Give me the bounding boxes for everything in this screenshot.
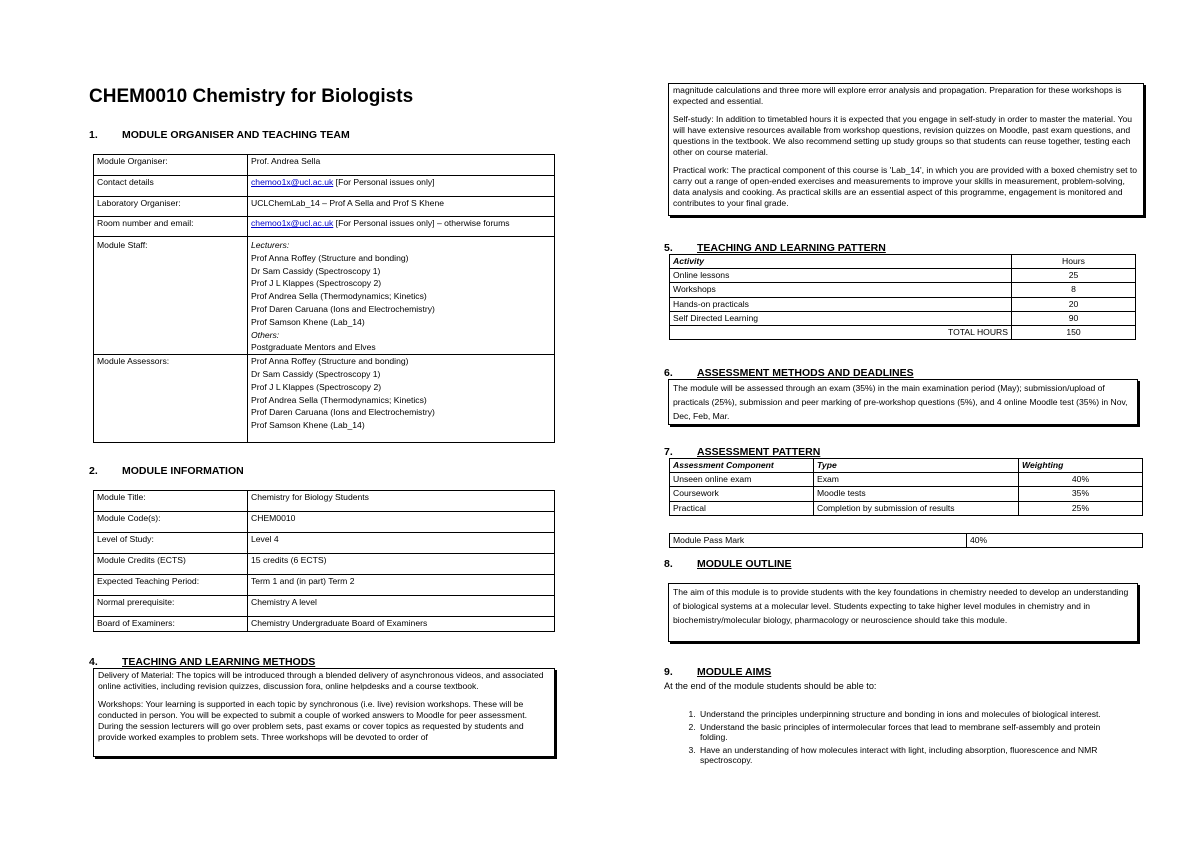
aims-intro: At the end of the module students should be able to: (664, 681, 877, 691)
list-item: 3. Have an understanding of how molecules interact with light, including absorption, fluorescence and NMR spectroscopy. (698, 745, 1114, 766)
row-value: 15 credits (6 ECTS) (248, 554, 555, 575)
type-cell: Completion by submission of results (814, 501, 1019, 515)
row-label: Module Code(s): (94, 512, 248, 533)
type-header: Type (814, 459, 1019, 473)
section-6-heading (664, 367, 914, 379)
total-label: TOTAL HOURS (670, 326, 1012, 340)
table-header (670, 255, 1136, 269)
activity-cell: Hands-on practicals (670, 297, 1012, 311)
hours-cell: 8 (1012, 283, 1136, 297)
table-row (670, 487, 1143, 501)
section-8-heading (664, 558, 792, 570)
table-row (670, 269, 1136, 283)
teaching-methods-box (93, 668, 555, 757)
section-title: TEACHING AND LEARNING METHODS (122, 656, 316, 668)
table-row (670, 473, 1143, 487)
list-item: Prof Anna Roffey (Structure and bonding) (251, 252, 409, 263)
assessment-pattern-table (669, 458, 1143, 516)
assessors-list (248, 355, 555, 443)
teaching-methods-continued-box (668, 83, 1144, 216)
table-row (94, 617, 555, 632)
module-info-table (93, 490, 555, 632)
list-item: Dr Sam Cassidy (Spectroscopy 1) (251, 265, 381, 276)
table-row (94, 155, 555, 176)
row-label: Module Title: (94, 491, 248, 512)
row-value: Level 4 (248, 533, 555, 554)
email-link[interactable]: chemoo1x@ucl.ac.uk (251, 218, 334, 228)
section-number: 4. (89, 656, 98, 668)
list-item: 1. Understand the principles underpinning structure and bonding in ions and molecules of biological interest. (698, 709, 1114, 720)
list-item: Dr Sam Cassidy (Spectroscopy 1) (251, 368, 381, 379)
list-item: Prof Andrea Sella (Thermodynamics; Kinetics) (251, 291, 427, 302)
hours-cell: 25 (1012, 269, 1136, 283)
section-title: ASSESSMENT METHODS AND DEADLINES (697, 367, 914, 379)
type-cell: Exam (814, 473, 1019, 487)
section-number: 8. (664, 558, 673, 570)
weight-cell: 40% (1019, 473, 1143, 487)
table-row (670, 534, 1143, 548)
section-title: ASSESSMENT PATTERN (697, 446, 821, 458)
list-item: Prof Daren Caruana (Ions and Electrochemistry) (251, 407, 435, 418)
section-title: MODULE ORGANISER AND TEACHING TEAM (122, 129, 350, 141)
row-label: Room number and email: (94, 217, 248, 237)
email-link[interactable]: chemoo1x@ucl.ac.uk (251, 177, 334, 187)
row-value: Term 1 and (in part) Term 2 (248, 575, 555, 596)
component-cell: Coursework (670, 487, 814, 501)
section-number: 1. (89, 129, 98, 141)
list-item: Prof Samson Khene (Lab_14) (251, 420, 365, 431)
table-row (94, 512, 555, 533)
assessment-methods-text: The module will be assessed through an exam (35%) in the main examination period (May); submission/upload of practicals (25%), submission and peer marking of pre-workshop questions (5%), and 4 online Moodle test (35%) in Nov, Dec, Feb, Mar. (673, 383, 1128, 422)
section-number: 5. (664, 242, 673, 254)
component-cell: Practical (670, 501, 814, 515)
weight-cell: 25% (1019, 501, 1143, 515)
workshops-continued: magnitude calculations and three more will explore error analysis and propagation. Preparation for these workshops is expected and essential. (673, 85, 1122, 106)
table-row (94, 575, 555, 596)
weight-cell: 35% (1019, 487, 1143, 501)
row-value (248, 176, 555, 197)
table-row (670, 501, 1143, 515)
total-hours: 150 (1012, 326, 1136, 340)
section-7-heading (664, 446, 820, 458)
organiser-table (93, 154, 555, 443)
row-label: Contact details (94, 176, 248, 197)
row-value: Chemistry for Biology Students (248, 491, 555, 512)
module-outline-text: The aim of this module is to provide students with the key foundations in chemistry needed to develop an understanding of biological systems at a molecular level. Students expecting to take higher level modules in chemistry and in biochemistry/molecular biology, pharmacology or neuroscience should take this module. (673, 587, 1129, 626)
row-label: Expected Teaching Period: (94, 575, 248, 596)
others-heading: Others: (251, 329, 280, 340)
section-number: 6. (664, 367, 673, 379)
row-label: Laboratory Organiser: (94, 197, 248, 217)
table-row (94, 217, 555, 237)
assessment-methods-box (668, 379, 1138, 425)
row-value: CHEM0010 (248, 512, 555, 533)
section-1-heading (89, 129, 350, 141)
table-row (670, 297, 1136, 311)
section-title: MODULE OUTLINE (697, 558, 792, 570)
row-label: Level of Study: (94, 533, 248, 554)
row-label: Module Assessors: (94, 355, 248, 443)
list-item: Prof Andrea Sella (Thermodynamics; Kinetics) (251, 394, 427, 405)
activity-cell: Workshops (670, 283, 1012, 297)
row-label: Module Staff: (94, 237, 248, 355)
list-item: Prof Daren Caruana (Ions and Electrochemistry) (251, 303, 435, 314)
pass-mark-label: Module Pass Mark (670, 534, 967, 548)
row-value: Chemistry A level (248, 596, 555, 617)
section-number: 9. (664, 666, 673, 678)
aims-list (664, 709, 1114, 766)
lecturers-heading: Lecturers: (251, 240, 290, 250)
table-header (670, 459, 1143, 473)
section-5-heading (664, 242, 886, 254)
table-row (94, 554, 555, 575)
row-value: Chemistry Undergraduate Board of Examiners (248, 617, 555, 632)
table-row (94, 237, 555, 355)
workshops-paragraph: Workshops: Your learning is supported in each topic by synchronous (i.e. live) revision workshops. These will be conducted in person. You will be expected to submit a couple of worked answers to Moodle for peer assessment. During the session lecturers will go over problem sets, past exams or cover topics as requested by students and provide worked examples to problem sets. Three workshops will be devoted to order of (98, 699, 527, 742)
aims-list-wrapper (664, 709, 1114, 768)
list-item: 2. Understand the basic principles of intermolecular forces that lead to membrane self-assembly and protein folding. (698, 722, 1114, 743)
section-4-heading (89, 656, 315, 668)
section-title: TEACHING AND LEARNING PATTERN (697, 242, 886, 254)
pass-mark-value: 40% (967, 534, 1143, 548)
section-2-heading (89, 465, 244, 477)
table-row (94, 355, 555, 443)
total-row (670, 326, 1136, 340)
row-label: Module Credits (ECTS) (94, 554, 248, 575)
row-note: [For Personal issues only] – otherwise forums (333, 218, 510, 228)
component-cell: Unseen online exam (670, 473, 814, 487)
table-row (94, 596, 555, 617)
hours-cell: 20 (1012, 297, 1136, 311)
section-title: MODULE INFORMATION (122, 465, 244, 477)
type-cell: Moodle tests (814, 487, 1019, 501)
staff-list (248, 237, 555, 355)
delivery-paragraph: Delivery of Material: The topics will be introduced through a blended delivery of asynchronous videos, and associated online activities, including revision quizzes, discussion fora, online helpdesks and a course textbook. (98, 670, 544, 691)
self-study-paragraph: Self-study: In addition to timetabled hours it is expected that you engage in self-study in order to master the material. You will have extensive resources available from workshop questions, revision quizzes on Moodle, past exam questions, and questions in the textbook. We also recommend setting up study groups so that students can reuse together, testing each other on course material. (673, 114, 1133, 157)
hours-cell: 90 (1012, 311, 1136, 325)
pass-mark-table (669, 533, 1143, 548)
row-label: Board of Examiners: (94, 617, 248, 632)
row-note: [For Personal issues only] (333, 177, 435, 187)
table-row (94, 533, 555, 554)
weight-header: Weighting (1019, 459, 1143, 473)
section-title: MODULE AIMS (697, 666, 772, 678)
section-number: 7. (664, 446, 673, 458)
table-row (670, 283, 1136, 297)
section-number: 2. (89, 465, 98, 477)
table-row (94, 176, 555, 197)
module-outline-box (668, 583, 1138, 642)
activity-header: Activity (670, 255, 1012, 269)
list-item: Prof J L Klappes (Spectroscopy 2) (251, 278, 382, 289)
row-value: UCLChemLab_14 – Prof A Sella and Prof S Khene (248, 197, 555, 217)
hours-header: Hours (1012, 255, 1136, 269)
activity-cell: Online lessons (670, 269, 1012, 283)
list-item: Prof Anna Roffey (Structure and bonding) (251, 356, 409, 367)
table-row (94, 197, 555, 217)
learning-pattern-table (669, 254, 1136, 340)
list-item: Prof J L Klappes (Spectroscopy 2) (251, 381, 382, 392)
table-row (94, 491, 555, 512)
activity-cell: Self Directed Learning (670, 311, 1012, 325)
list-item: Postgraduate Mentors and Elves (251, 342, 376, 353)
section-9-heading (664, 666, 771, 678)
row-value: Prof. Andrea Sella (248, 155, 555, 176)
row-label: Module Organiser: (94, 155, 248, 176)
document-title: CHEM0010 Chemistry for Biologists (89, 86, 414, 107)
practical-paragraph: Practical work: The practical component of this course is 'Lab_14', in which you are provided with a boxed chemistry set to carry out a range of open-ended exercises and measurements to improve your skills in measurement, problem-solving, data analysis and cooking. As practical skills are an essential aspect of this programme, engagement is monitored and contributes to your final grade. (673, 165, 1138, 208)
table-row (670, 311, 1136, 325)
row-label: Normal prerequisite: (94, 596, 248, 617)
row-value (248, 217, 555, 237)
component-header: Assessment Component (670, 459, 814, 473)
list-item: Prof Samson Khene (Lab_14) (251, 316, 365, 327)
